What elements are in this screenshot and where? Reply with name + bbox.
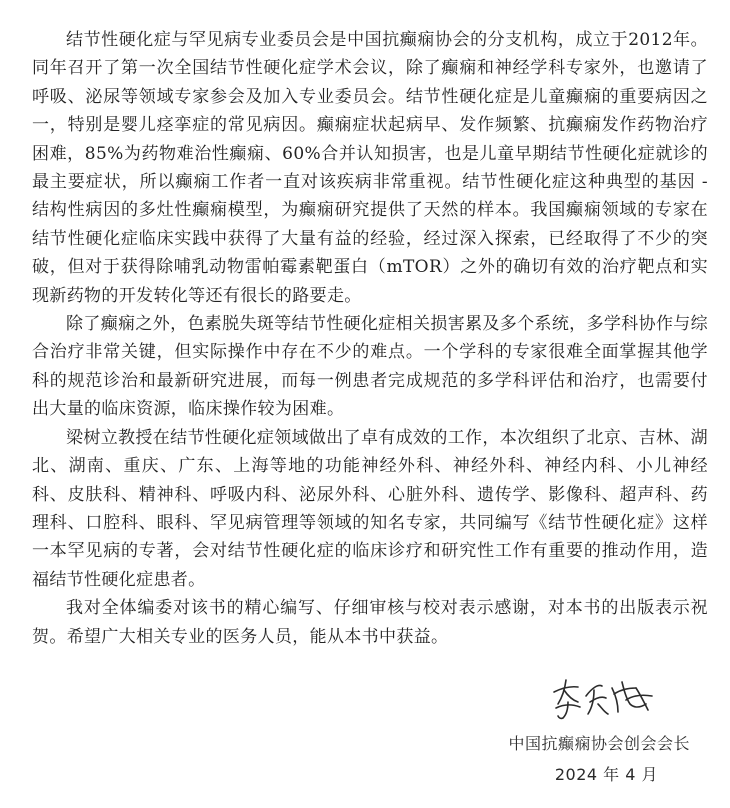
paragraph-1: 结节性硬化症与罕见病专业委员会是中国抗癫痫协会的分支机构，成立于2012年。同年召开了第一次全国结节性硬化症学术会议，除了癫痫和神经学科专家外，也邀请了呼吸、泌尿等领域专家参会及加入专业委员会。结节性硬化症是儿童癫痫的重要病因之一，特别是婴儿痉挛症的常见病因。癫痫症状起病早、发作频繁、抗癫痫发作药物治疗困难，85%为药物难治性癫痫、60%合并认知损害，也是儿童早期结节性硬化症就诊的最主要症状，所以癫痫工作者一直对该疾病非常重视。结节性硬化症这种典型的基因 - 结构性病因的多灶性癫痫模型，为癫痫研究提供了天然的样本。我国癫痫领域的专家在结节性硬化症临床实践中获得了大量有益的经验，经过深入探索，已经取得了不少的突破，但对于获得除哺乳动物雷帕霉素靶蛋白（mTOR）之外的确切有效的治疗靶点和实现新药物的开发转化等还有很长的路要走。 [32,30,708,306]
paragraph-2: 除了癫痫之外，色素脱失斑等结节性硬化症相关损害累及多个系统，多学科协作与综合治疗非常关键，但实际操作中存在不少的难点。一个学科的专家很难全面掌握其他学科的规范诊治和最新研究进展，而每一例患者完成规范的多学科评估和治疗，也需要付出大量的临床资源，临床操作较为困难。 [32,314,708,420]
handwritten-signature-icon [548,674,668,722]
paragraph-4: 我对全体编委对该书的精心编写、仔细审核与校对表示感谢，对本书的出版表示祝贺。希望广大相关专业的医务人员，能从本书中获益。 [32,598,708,647]
paragraph-3: 梁树立教授在结节性硬化症领域做出了卓有成效的工作，本次组织了北京、吉林、湖北、湖南、重庆、广东、上海等地的功能神经外科、神经外科、神经内科、小儿神经科、皮肤科、精神科、呼吸内科、泌尿外科、心脏外科、遗传学、影像科、超声科、药理科、口腔科、眼科、罕见病管理等领域的知名专家，共同编写《结节性硬化症》这样一本罕见病的专著，会对结节性硬化症的临床诊疗和研究性工作有重要的推动作用，造福结节性硬化症患者。 [32,427,708,590]
document-body [32,26,708,651]
signature-date: 2024 年 4 月 [554,765,658,784]
signature-organization: 中国抗癫痫协会创会会长 [508,734,690,753]
